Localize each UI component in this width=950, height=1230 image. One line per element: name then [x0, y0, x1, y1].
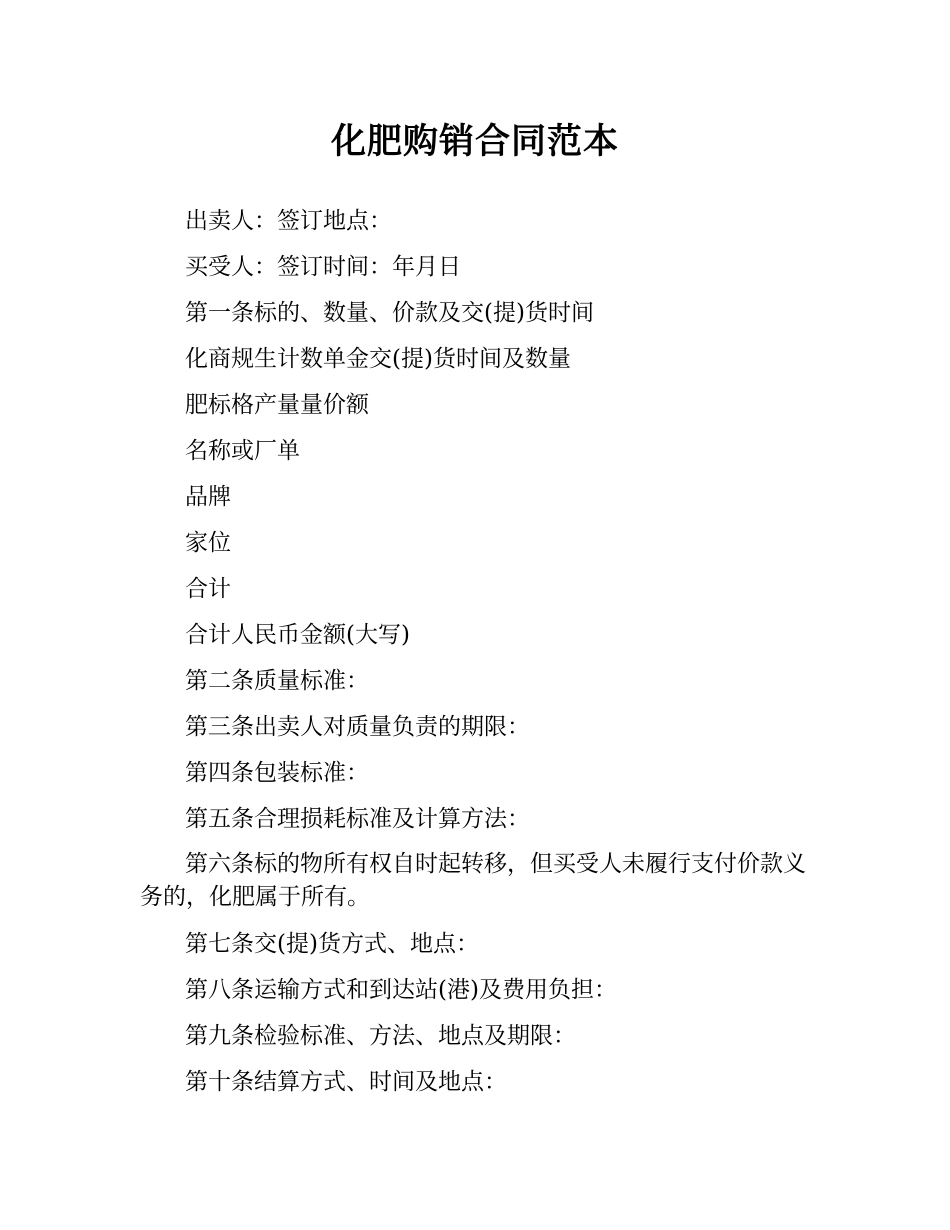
paragraph-article-3: 第三条出卖人对质量负责的期限：: [185, 714, 530, 740]
paragraph-article-9: 第九条检验标准、方法、地点及期限：: [185, 1023, 576, 1049]
document-title: 化肥购销合同范本: [330, 122, 619, 162]
paragraph-article-5: 第五条合理损耗标准及计算方法：: [185, 806, 530, 832]
paragraph-total: 合计: [185, 576, 231, 602]
paragraph-article-8: 第八条运输方式和到达站(港)及费用负担：: [185, 977, 617, 1003]
paragraph-article-2: 第二条质量标准：: [185, 668, 369, 694]
paragraph-table-header-5: 家位: [185, 530, 231, 556]
paragraph-article-7: 第七条交(提)货方式、地点：: [185, 931, 479, 957]
paragraph-article-4: 第四条包装标准：: [185, 760, 369, 786]
paragraph-table-header-3: 名称或厂单: [185, 438, 300, 464]
paragraph-total-rmb: 合计人民币金额(大写): [185, 622, 410, 648]
paragraph-article-10: 第十条结算方式、时间及地点：: [185, 1069, 507, 1095]
paragraph-buyer: 买受人：签订时间：年月日: [185, 254, 461, 280]
document-body: [140, 198, 820, 1105]
paragraph-article-6: 第六条标的物所有权自时起转移，但买受人未履行支付价款义务的，化肥属于所有。: [140, 851, 806, 910]
paragraph-table-header-4: 品牌: [185, 484, 231, 510]
paragraph-article-1: 第一条标的、数量、价款及交(提)货时间: [185, 300, 594, 326]
paragraph-table-header-1: 化商规生计数单金交(提)货时间及数量: [185, 346, 571, 372]
paragraph-table-header-2: 肥标格产量量价额: [185, 392, 369, 418]
paragraph-seller: 出卖人：签订地点：: [185, 208, 392, 234]
